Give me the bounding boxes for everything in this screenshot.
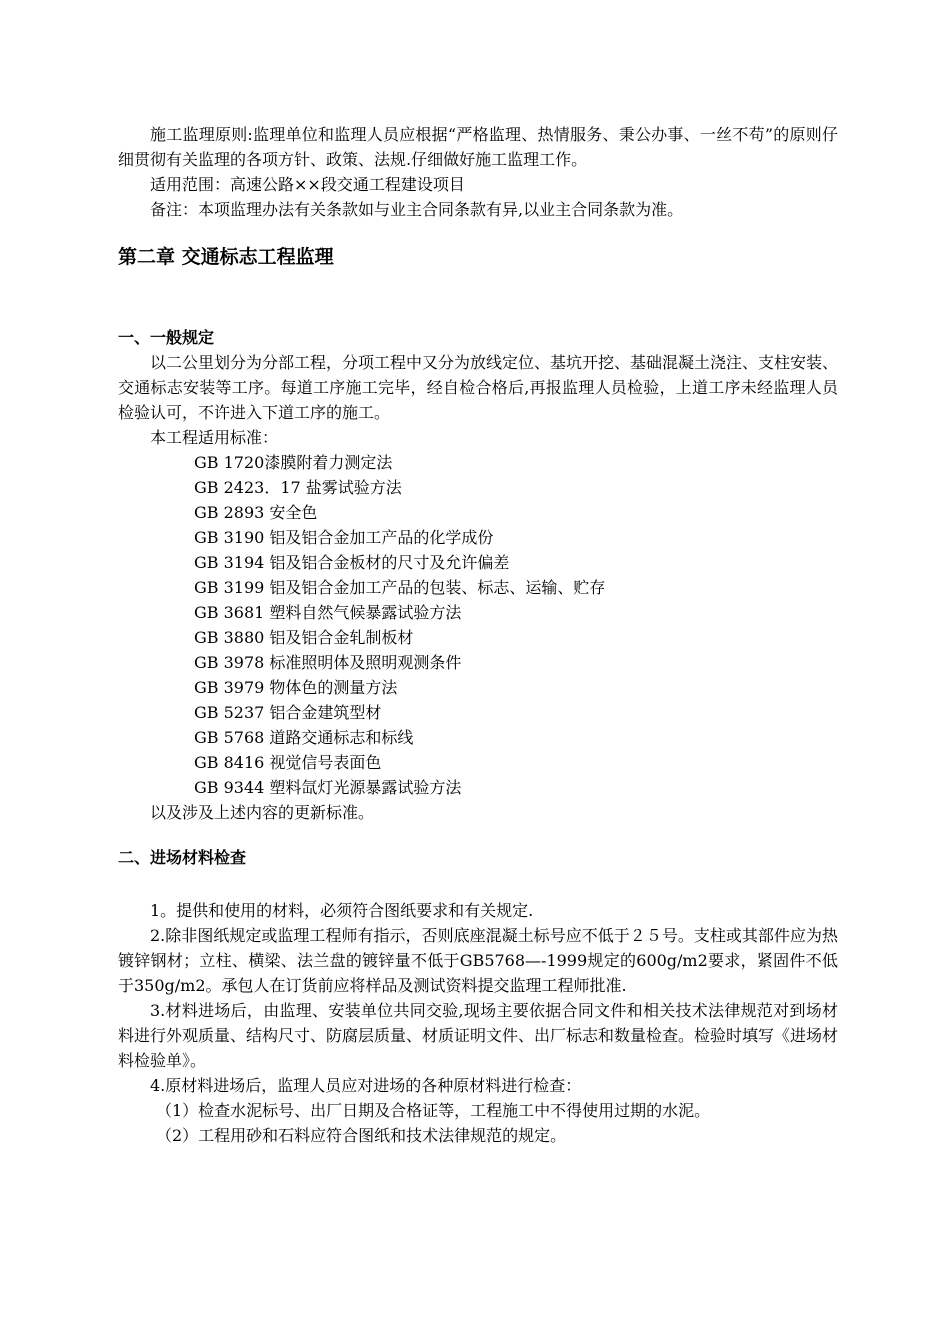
materials-item-4: 4.原材料进场后，监理人员应对进场的各种原材料进行检查： [150,1076,582,1095]
document-page [118,122,838,1148]
principle-paragraph: 施工监理原则:监理单位和监理人员应根据“严格监理、热情服务、秉公办事、一丝不苟”的原则仔细贯彻有关监理的各项方针、政策、法规.仔细做好施工监理工作。 [118,125,838,169]
section-heading-general: 一、一般规定 [118,328,215,347]
standard-item: GB 3978 标准照明体及照明观测条件 [194,653,462,672]
materials-subitem-2: （2）工程用砂和石料应符合图纸和技术法律规范的规定。 [156,1126,567,1145]
scope-paragraph: 适用范围：高速公路××段交通工程建设项目 [150,175,465,194]
standard-item: GB 3880 铝及铝合金轧制板材 [194,628,414,647]
standard-item: GB 3681 塑料自然气候暴露试验方法 [194,603,462,622]
standard-item: GB 3190 铝及铝合金加工产品的化学成份 [194,528,494,547]
chapter-title: 第二章 交通标志工程监理 [118,246,334,268]
note-paragraph: 备注：本项监理办法有关条款如与业主合同条款有异,以业主合同条款为准。 [150,200,684,219]
general-paragraph: 以二公里划分为分部工程，分项工程中又分为放线定位、基坑开挖、基础混凝土浇注、支柱安装、交通标志安装等工序。每道工序施工完毕，经自检合格后,再报监理人员检验，上道工序未经监理人员检验认可，不许进入下道工序的施工。 [118,353,839,422]
standard-item: GB 3194 铝及铝合金板材的尺寸及允许偏差 [194,553,510,572]
standards-intro: 本工程适用标准： [150,428,279,447]
materials-item-3: 3.材料进场后，由监理、安装单位共同交验,现场主要依据合同文件和相关技术法律规范对到场材料进行外观质量、结构尺寸、防腐层质量、材质证明文件、出厂标志和数量检查。检验时填写《进场材料检验单》。 [118,1001,839,1070]
standard-item: GB 2893 安全色 [194,503,318,522]
standard-item: GB 2423．17 盐雾试验方法 [194,478,402,497]
materials-item-1: 1。提供和使用的材料，必须符合图纸要求和有关规定. [150,901,534,920]
standard-item: GB 9344 塑料氙灯光源暴露试验方法 [194,778,462,797]
standards-list [118,450,838,800]
standards-outro: 以及涉及上述内容的更新标准。 [150,803,375,822]
standard-item: GB 1720漆膜附着力测定法 [194,453,393,472]
standard-item: GB 3979 物体色的测量方法 [194,678,398,697]
section-heading-materials: 二、进场材料检查 [118,848,247,867]
standard-item: GB 5768 道路交通标志和标线 [194,728,414,747]
standard-item: GB 8416 视觉信号表面色 [194,753,382,772]
standard-item: GB 3199 铝及铝合金加工产品的包装、标志、运输、贮存 [194,578,606,597]
standard-item: GB 5237 铝合金建筑型材 [194,703,382,722]
materials-item-2: 2.除非图纸规定或监理工程师有指示，否则底座混凝土标号应不低于２５号。支柱或其部件应为热镀锌钢材；立柱、横梁、法兰盘的镀锌量不低于GB5768—-1999规定的600g/m2要求，紧固件不低于350g/m2。承包人在订货前应将样品及测试资料提交监理工程师批准. [118,926,838,995]
materials-subitem-1: （1）检查水泥标号、出厂日期及合格证等，工程施工中不得使用过期的水泥。 [156,1101,711,1120]
